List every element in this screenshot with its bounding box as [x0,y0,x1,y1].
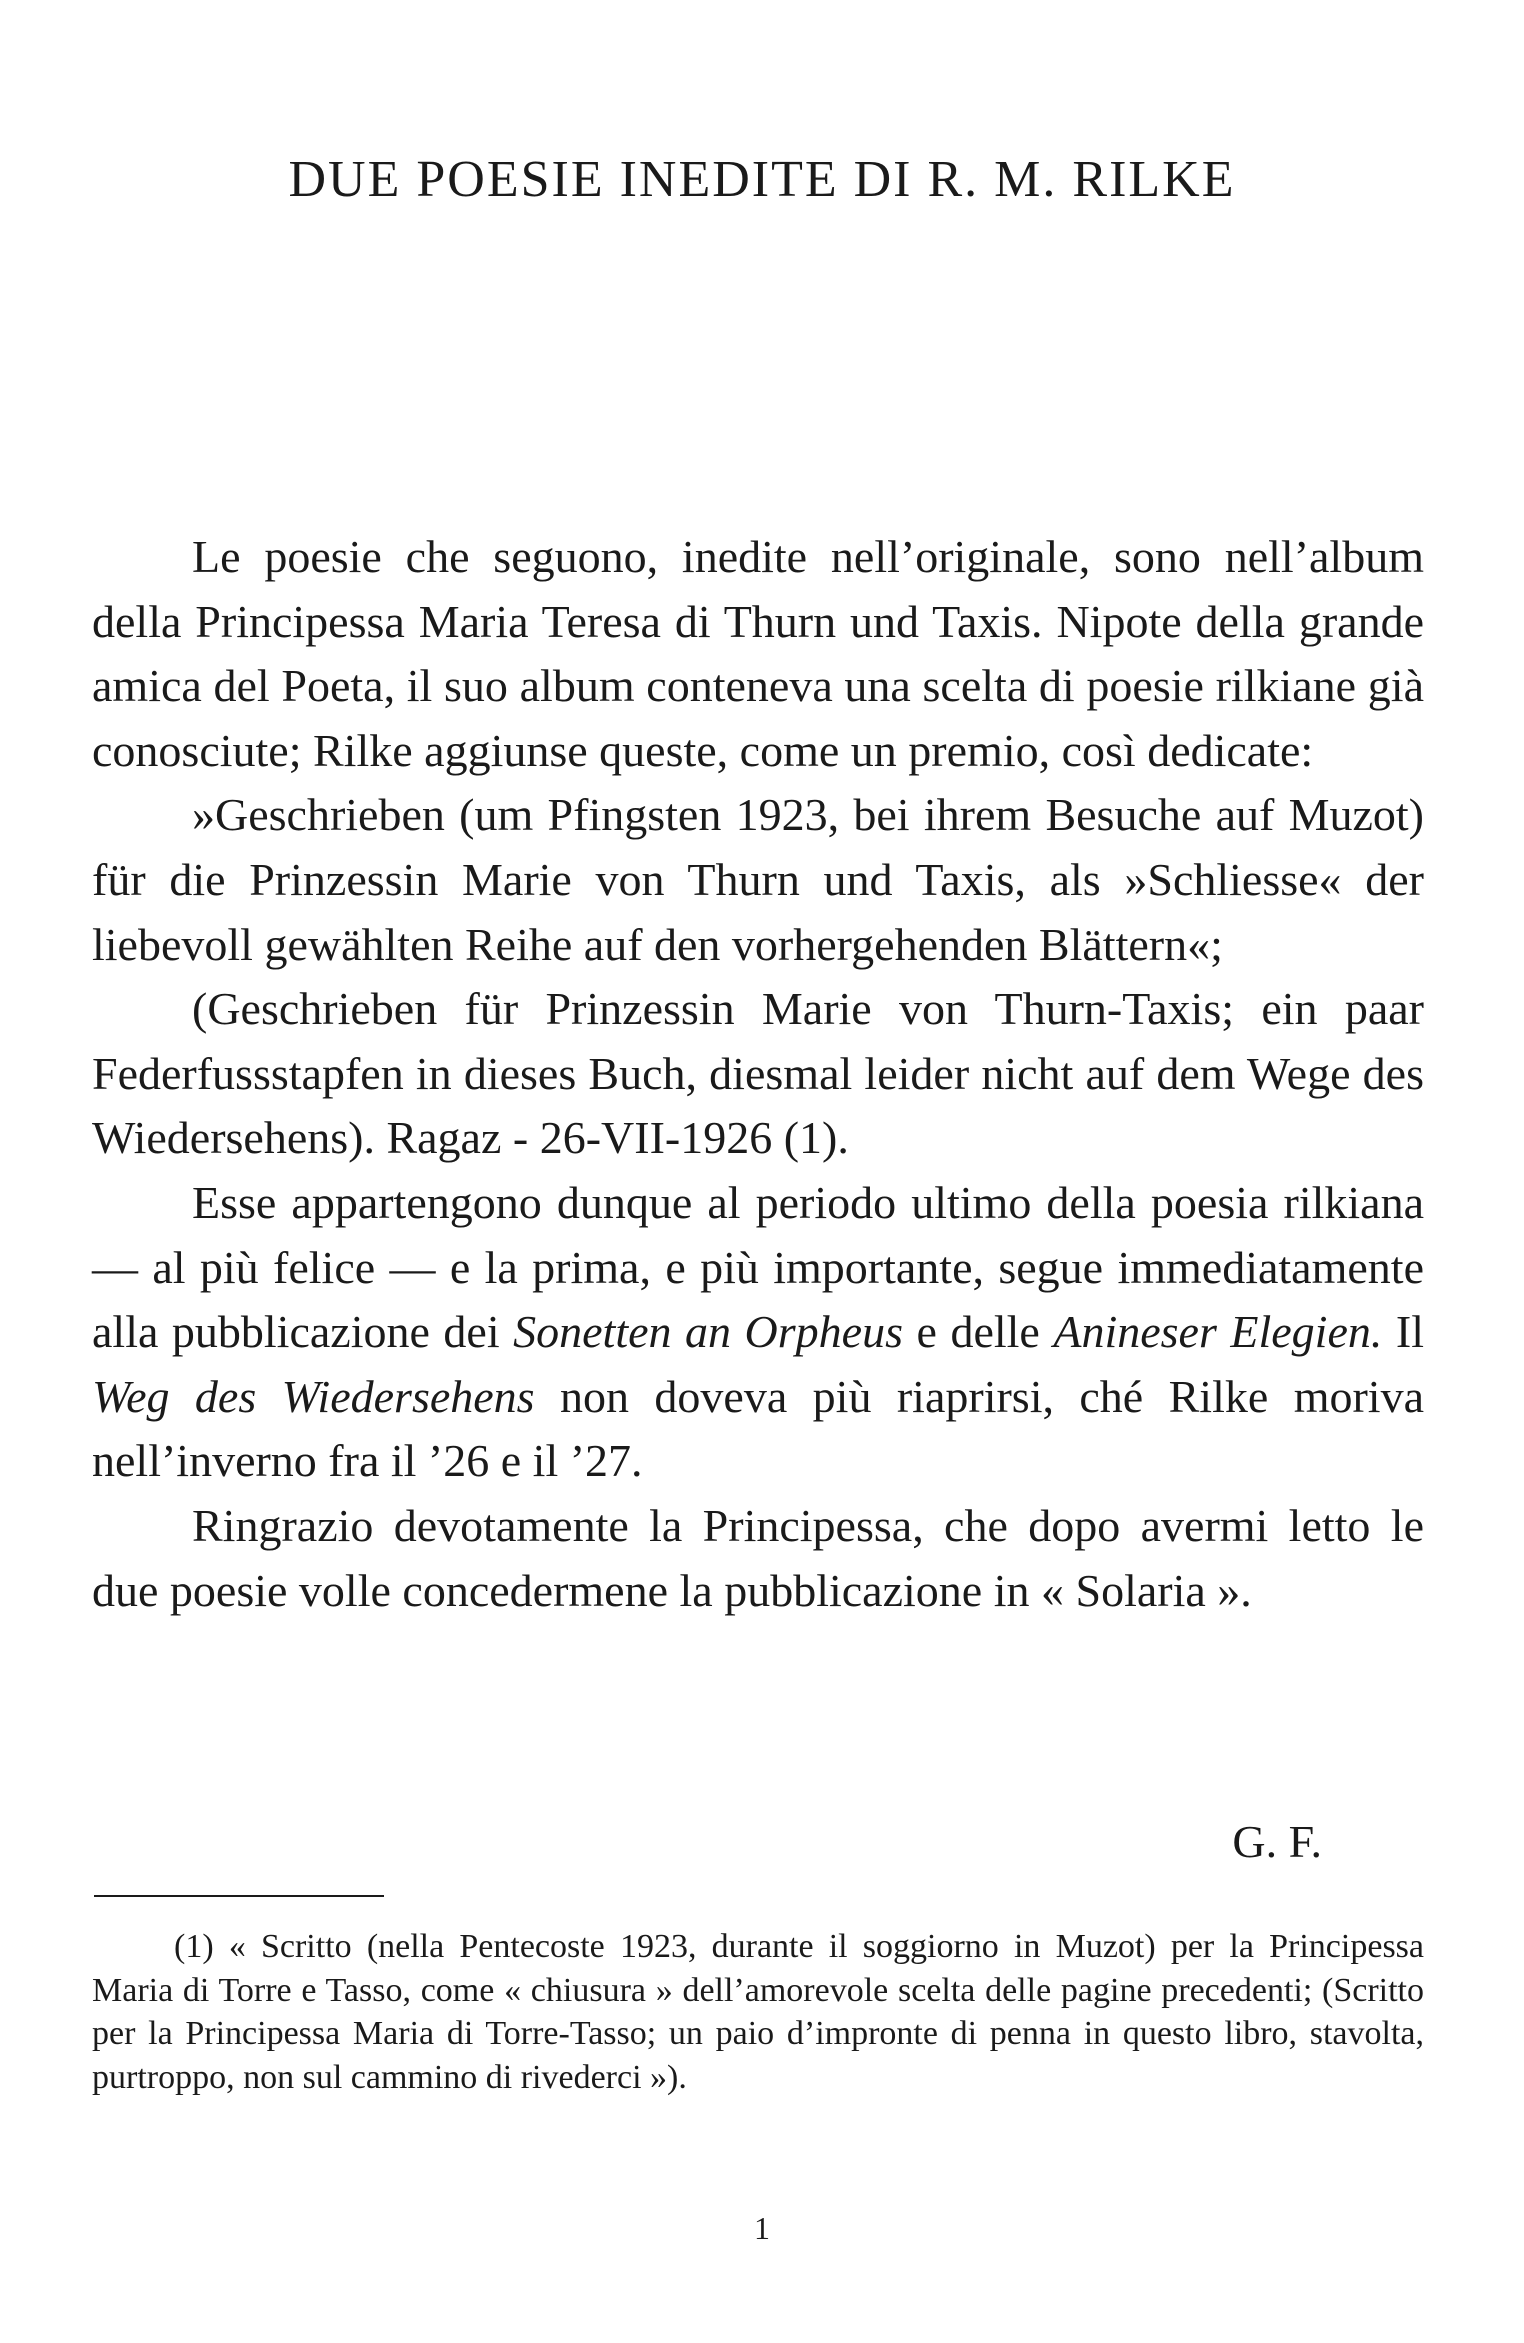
signature: G. F. [1232,1816,1322,1867]
body-text [92,525,1424,1623]
paragraph-german-dedication: »Geschrieben (um Pfingsten 1923, bei ihrem Besuche auf Muzot) für die Prinzessin Marie von Thurn und Taxis, als »Schliesse« der liebevoll gewählten Reihe auf den vorhergehenden Blättern«; [92,789,1424,970]
work-title-weg: Weg des Wiedersehens [92,1370,535,1422]
paragraph-intro: Le poesie che seguono, inedite nell’originale, sono nell’album della Principessa Maria Teresa di Thurn und Taxis. Nipote della grande amica del Poeta, il suo album conteneva una scelta di poesie rilkiane già conosciute; Rilke aggiunse queste, come un premio, così dedicate: [92,531,1424,776]
paragraph-period [92,1171,1424,1494]
paragraph-period-text-3: Il [1382,1306,1425,1358]
footnote [92,1925,1424,2099]
page-number: 1 [754,2210,770,2246]
page-title: DUE POESIE INEDITE DI R. M. RILKE [288,151,1236,208]
paragraph-german-note: (Geschrieben für Prinzessin Marie von Thurn-Taxis; ein paar Federfussstapfen in dieses Buch, diesmal leider nicht auf dem Wege des Wiedersehens). Ragaz - 26-VII-1926 (1). [92,983,1424,1164]
work-title-elegien: Anineser Elegien. [1053,1306,1383,1358]
paragraph-period-text-4: non doveva più riaprirsi, ché Rilke moriva nell’inverno fra il ’26 e il ’27. [92,1370,1424,1487]
paragraph-period-text-1: Esse appartengono dunque al periodo ultimo della poesia rilkiana — al più felice — e la prima, e più importante, segue immediatamente alla pubblicazione dei [92,1176,1424,1358]
paragraph-period-text-2: e delle [903,1306,1054,1358]
work-title-sonetten: Sonetten an Orpheus [513,1306,903,1358]
footnote-text: (1) « Scritto (nella Pentecoste 1923, durante il soggiorno in Muzot) per la Principessa Maria di Torre e Tasso, come « chiusura » dell’amorevole scelta delle pagine precedenti; (Scritto per la Principessa Maria di Torre-Tasso; un paio d’impronte di penna in questo libro, stavolta, purtroppo, non sul cammino di rivederci »). [92,1928,1424,2096]
paragraph-thanks: Ringrazio devotamente la Principessa, che dopo avermi letto le due poesie volle concedermene la pubblicazione in « Solaria ». [92,1499,1424,1616]
footnote-rule [94,1895,384,1897]
